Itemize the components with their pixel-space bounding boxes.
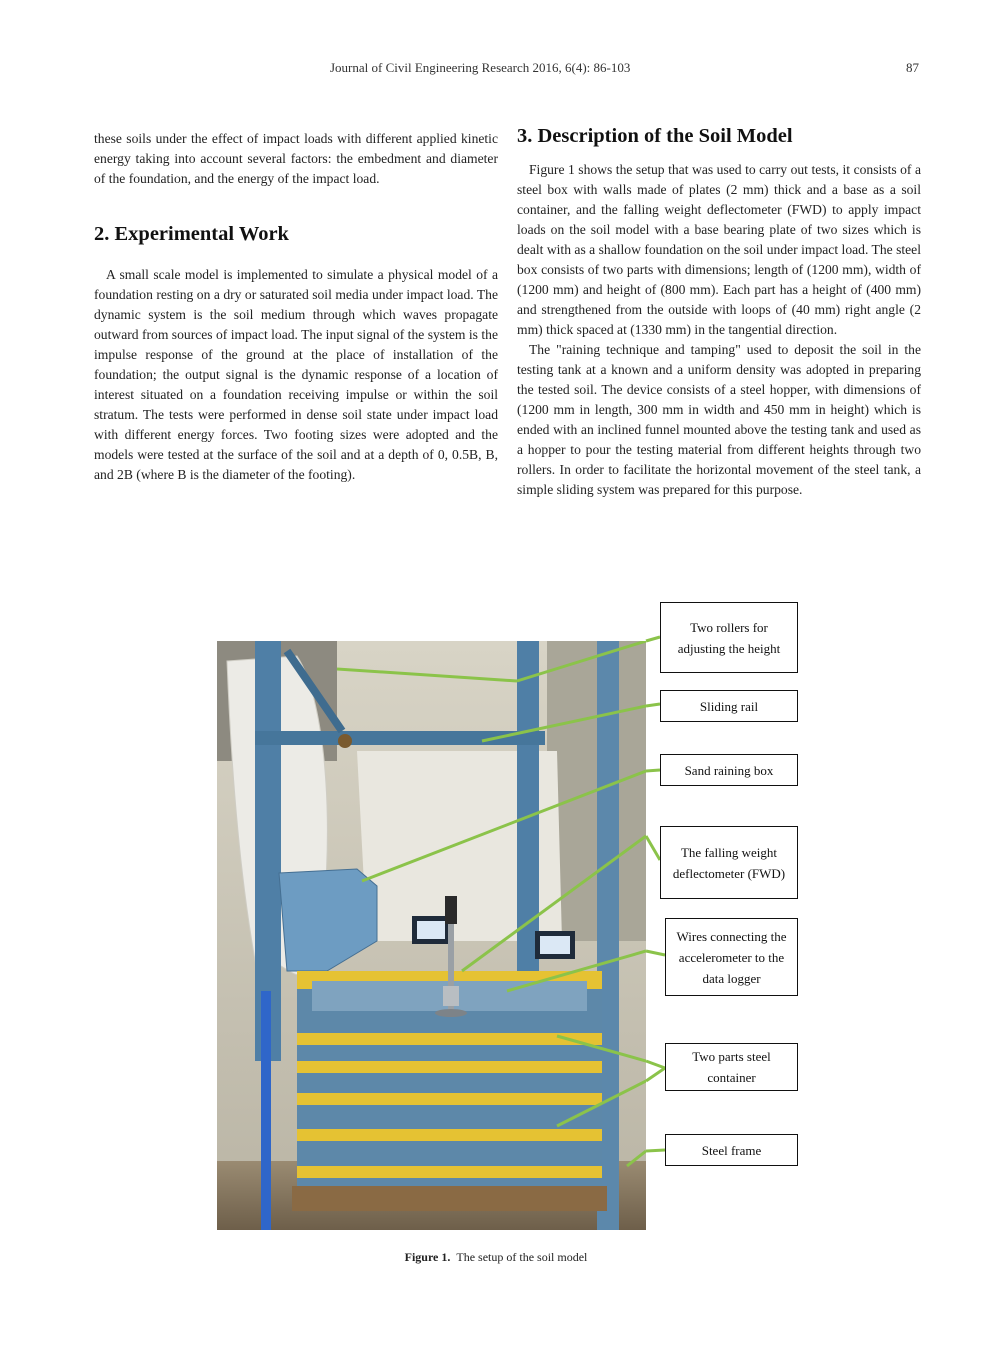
caption-label: Figure 1.: [404, 1250, 451, 1264]
right-column: [517, 123, 921, 500]
label-sand-raining-box: Sand raining box: [660, 754, 798, 786]
caption-text: The setup of the soil model: [456, 1250, 588, 1264]
label-rollers: Two rollers for adjusting the height: [660, 602, 798, 673]
blue-post: [261, 991, 271, 1230]
left-column: [94, 129, 498, 485]
page-number: 87: [906, 60, 919, 75]
roller: [338, 734, 352, 748]
label-fwd: The falling weight deflectometer (FWD): [660, 826, 798, 899]
label-steel-frame: Steel frame: [665, 1134, 798, 1166]
paragraph-raining-technique: The "raining technique and tamping" used to deposit the soil in the testing tank at a known and a uniform density was adopted in preparing the tested soil. The device consists of a steel hopper, with dimensions of (1200 mm in length, 300 mm in width and 450 mm in height) which is ended with an inclined funnel mounted above the testing tank and used as a hopper to pour the testing material from different heights through two rollers. In order to facilitate the horizontal movement of the steel tank, a simple sliding system was prepared for this purpose.: [517, 342, 921, 497]
setup-photo: [217, 641, 646, 1230]
paragraph-continued: these soils under the effect of impact loads with different applied kinetic energy taking into account several factors: the embedment and diameter of the foundation, and the energy of the impact load.: [94, 131, 498, 186]
paragraph-experimental-work: A small scale model is implemented to simulate a physical model of a foundation resting on a dry or saturated soil media under impact load. The dynamic system is the soil medium through which waves propagate outward from sources of impact load. The input signal of the system is the impulse response of the ground at the place of installation of the foundation; the output signal is the dynamic response of a location of interest situated on a foundation receiving impulse or within the soil stratum. The tests were performed in dense soil state under impact load with different energy forces. Two footing sizes were adopted and the models were tested at the surface of the soil and at a depth of 0, 0.5B, B, and 2B (where B is the diameter of the footing).: [94, 267, 498, 482]
label-sliding-rail: Sliding rail: [660, 690, 798, 722]
paragraph-setup: Figure 1 shows the setup that was used to carry out tests, it consists of a steel box with walls made of plates (2 mm) thick and a base as a soil container, and the falling weight deflectometer (FWD) to apply impact loads on the soil model with a base bearing plate of two sizes which is dealt with as a shallow foundation on the soil under impact load. The steel box consists of two parts with dimensions; length of (1200 mm), width of (1200 mm) and height of (800 mm). Each part has a height of (400 mm) and strengthened from the outside with loops of (40 mm) right angle (2 mm) thick spaced at (1330 mm) in the tangential direction.: [517, 162, 921, 337]
label-container: Two parts steel container: [665, 1043, 798, 1091]
section-heading-soil-model: 3. Description of the Soil Model: [517, 125, 793, 147]
figure-caption: [0, 1250, 992, 1265]
journal-title: Journal of Civil Engineering Research 2016, 6(4): 86-103: [330, 60, 631, 75]
section-heading-experimental-work: 2. Experimental Work: [94, 223, 289, 245]
label-wires: Wires connecting the accelerometer to the data logger: [665, 918, 798, 996]
running-header: [0, 60, 992, 78]
